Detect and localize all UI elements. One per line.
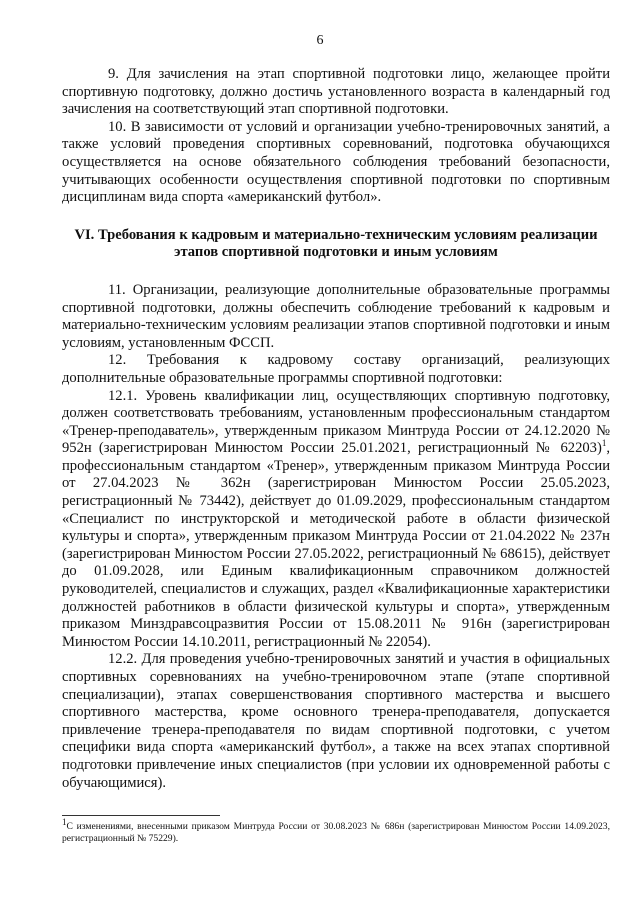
footnote-mark: 1 xyxy=(62,816,67,827)
paragraph-12-2: 12.2. Для проведения учебно-тренировочных занятий и участия в официальных спортивных соревнованиях на учебно-тренировочном этапе (этапе спортивной специализации), этапах совершенствования спортивного мастерства и высшего спортивного мастерства, кроме основного тренера-преподавателя, допускается привлечение тренера-преподавателя по видам спортивной подготовки, с учетом специфики вида спорта «американский футбол», а также на всех этапах спортивной подготовки привлечение иных специалистов (при условии их одновременной работы с обучающимися). xyxy=(62,651,610,791)
paragraph-11: 11. Организации, реализующие дополнительные образовательные программы спортивной подготовки, должны обеспечить соблюдение требований к кадровым и материально-техническим условиям реализации этапов спортивной подготовки и иным условиям, установленным ФССП. xyxy=(62,281,610,351)
footnote-separator xyxy=(62,815,220,816)
paragraph-12: 12. Требования к кадровому составу организаций, реализующих дополнительные образовательные программы спортивной подготовки: xyxy=(62,352,610,386)
section-heading: VI. Требования к кадровым и материально-техническим условиям реализации этапов спортивной подготовки и иным условиям xyxy=(74,226,598,261)
paragraph-12-1-part-a: 12.1. Уровень квалификации лиц, осуществляющих спортивную подготовку, должен соответствовать требованиям, установленным профессиональным стандартом «Тренер-преподаватель», утвержденным приказом Минтруда России от 24.12.2020 № 952н (зарегистрирован Минюстом России 25.01.2021, регистрационный № 62203) xyxy=(62,387,610,457)
page-number: 6 xyxy=(316,33,324,48)
footnote-reference[interactable]: 1 xyxy=(601,438,607,449)
paragraph-12-1-part-b: , профессиональным стандартом «Тренер», утвержденным приказом Минтруда России от 27.04.2023 № 362н (зарегистрирован Минюстом России 25.05.2023, регистрационный № 73442), действует до 01.09.2029, профессиональным стандартом «Специалист по инструкторской и методической работе в области физической культуры и спорта», утвержденным приказом Минтруда России от 21.04.2022 № 237н (зарегистрирован Минюстом России 27.05.2022, регистрационный № 68615), действует до 01.09.2028, или Единым квалификационным справочником должностей руководителей, специалистов и служащих, раздел «Квалификационные характеристики должностей работников в области физической культуры и спорта», утвержденным приказом Минздравсоцразвития России от 15.08.2011 № 916н (зарегистрирован Минюстом России 14.10.2011, регистрационный № 22054). xyxy=(62,440,610,650)
paragraph-10: 10. В зависимости от условий и организации учебно-тренировочных занятий, а также условий проведения спортивных соревнований, подготовка обучающихся осуществляется на основе обязательного соблюдения требований безопасности, учитывающих особенности осуществления спортивной подготовки по спортивным дисциплинам вида спорта «американский футбол». xyxy=(62,118,610,206)
paragraph-12-1 xyxy=(62,388,610,652)
footnote-text: С изменениями, внесенными приказом Минтруда России от 30.08.2023 № 686н (зарегистрирован Минюстом России 14.09.2023, регистрационный № 75229). xyxy=(62,821,610,844)
document-body xyxy=(62,66,610,792)
footnote xyxy=(62,816,610,845)
paragraph-9: 9. Для зачисления на этап спортивной подготовки лицо, желающее пройти спортивную подготовку, должно достичь установленного возраста в календарный год зачисления на соответствующий этап спортивной подготовки. xyxy=(62,66,610,118)
